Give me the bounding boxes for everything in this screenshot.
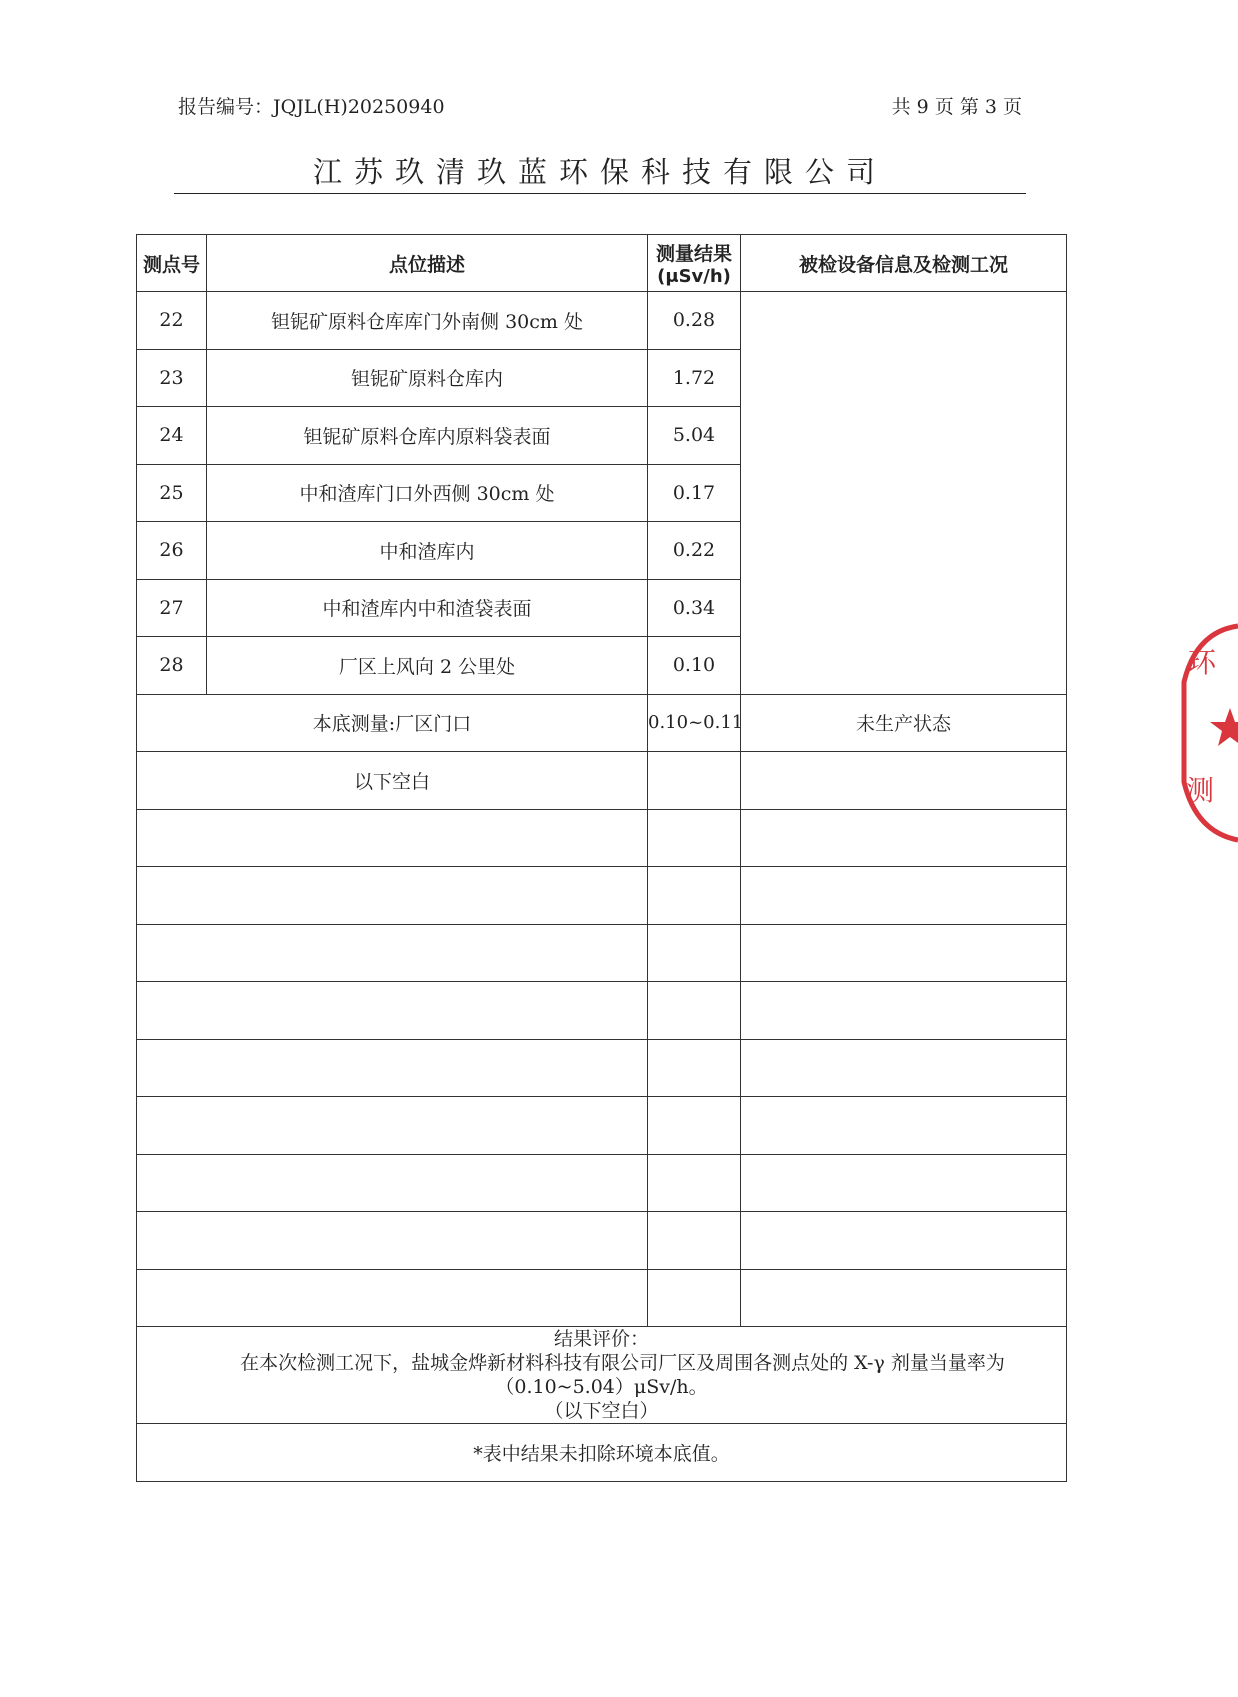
empty-cell xyxy=(137,1097,648,1155)
evaluation-row xyxy=(137,1327,1067,1424)
point-no: 26 xyxy=(137,522,207,580)
evaluation-line3: （以下空白） xyxy=(544,1400,659,1422)
empty-cell xyxy=(137,867,648,925)
point-no: 25 xyxy=(137,464,207,522)
point-value: 5.04 xyxy=(648,407,741,465)
empty-row xyxy=(137,867,1067,925)
equipment-info-cell xyxy=(741,292,1067,695)
point-desc: 钽铌矿原料仓库库门外南侧 30cm 处 xyxy=(207,292,648,350)
empty-row xyxy=(137,1154,1067,1212)
empty-cell xyxy=(648,1154,741,1212)
empty-cell xyxy=(648,1097,741,1155)
svg-text:环: 环 xyxy=(1188,646,1217,679)
seal-stamp-icon xyxy=(1178,622,1238,844)
empty-cell xyxy=(648,924,741,982)
point-desc: 钽铌矿原料仓库内原料袋表面 xyxy=(207,407,648,465)
empty-cell xyxy=(648,867,741,925)
page-info: 共 9 页 第 3 页 xyxy=(891,96,1022,118)
col-equipment-info: 被检设备信息及检测工况 xyxy=(741,235,1067,292)
background-value: 0.10~0.11 xyxy=(648,694,741,752)
empty-cell xyxy=(741,1269,1067,1327)
col-description: 点位描述 xyxy=(207,235,648,292)
col-result xyxy=(648,235,741,292)
point-desc: 中和渣库内 xyxy=(207,522,648,580)
point-desc: 中和渣库门口外西侧 30cm 处 xyxy=(207,464,648,522)
point-desc: 中和渣库内中和渣袋表面 xyxy=(207,579,648,637)
point-no: 24 xyxy=(137,407,207,465)
point-no: 23 xyxy=(137,349,207,407)
empty-row xyxy=(137,1039,1067,1097)
company-name: 江苏玖清玖蓝环保科技有限公司 xyxy=(312,155,887,189)
background-label: 本底测量:厂区门口 xyxy=(137,694,648,752)
evaluation-line2: （0.10~5.04）μSv/h。 xyxy=(495,1376,708,1398)
table-header-row xyxy=(137,235,1067,292)
evaluation-line1: 在本次检测工况下，盐城金烨新材料科技有限公司厂区及周围各测点处的 X-γ 剂量当量率为 xyxy=(240,1352,1005,1374)
empty-cell xyxy=(648,982,741,1040)
empty-row xyxy=(137,1269,1067,1327)
empty-cell xyxy=(137,1212,648,1270)
evaluation-cell xyxy=(137,1327,1067,1424)
empty-cell xyxy=(741,1154,1067,1212)
empty-cell xyxy=(648,1212,741,1270)
table-row xyxy=(137,292,1067,350)
col-result-unit: (μSv/h) xyxy=(657,266,731,287)
empty-row xyxy=(137,924,1067,982)
empty-row xyxy=(137,1097,1067,1155)
point-no: 27 xyxy=(137,579,207,637)
empty-cell xyxy=(741,1097,1067,1155)
measurement-table xyxy=(136,234,1067,1482)
empty-row xyxy=(137,809,1067,867)
empty-cell xyxy=(648,1039,741,1097)
note-row xyxy=(137,1424,1067,1482)
col-point-no: 测点号 xyxy=(137,235,207,292)
empty-cell xyxy=(137,1269,648,1327)
point-value: 0.10 xyxy=(648,637,741,695)
col-result-label: 测量结果 xyxy=(655,243,732,265)
empty-cell xyxy=(137,924,648,982)
point-no: 22 xyxy=(137,292,207,350)
blank-label-row xyxy=(137,752,1067,810)
blank-label: 以下空白 xyxy=(137,752,648,810)
report-number: 报告编号：JQJL(H)20250940 xyxy=(178,96,445,118)
background-row xyxy=(137,694,1067,752)
point-value: 0.22 xyxy=(648,522,741,580)
empty-cell xyxy=(648,1269,741,1327)
evaluation-title: 结果评价： xyxy=(553,1328,649,1350)
empty-row xyxy=(137,1212,1067,1270)
empty-row xyxy=(137,982,1067,1040)
empty-cell xyxy=(741,1039,1067,1097)
point-desc: 厂区上风向 2 公里处 xyxy=(207,637,648,695)
header-divider xyxy=(174,193,1026,194)
point-value: 1.72 xyxy=(648,349,741,407)
empty-cell xyxy=(137,809,648,867)
empty-cell xyxy=(648,809,741,867)
empty-cell xyxy=(137,1039,648,1097)
empty-cell xyxy=(741,924,1067,982)
empty-cell xyxy=(741,752,1067,810)
empty-cell xyxy=(741,809,1067,867)
empty-cell xyxy=(741,982,1067,1040)
point-value: 0.17 xyxy=(648,464,741,522)
empty-cell xyxy=(648,752,741,810)
empty-cell xyxy=(137,982,648,1040)
point-desc: 钽铌矿原料仓库内 xyxy=(207,349,648,407)
empty-cell xyxy=(741,867,1067,925)
point-no: 28 xyxy=(137,637,207,695)
point-value: 0.34 xyxy=(648,579,741,637)
empty-cell xyxy=(137,1154,648,1212)
background-condition: 未生产状态 xyxy=(741,694,1067,752)
svg-text:测: 测 xyxy=(1186,774,1215,807)
empty-cell xyxy=(741,1212,1067,1270)
table-note: *表中结果未扣除环境本底值。 xyxy=(137,1424,1067,1482)
point-value: 0.28 xyxy=(648,292,741,350)
